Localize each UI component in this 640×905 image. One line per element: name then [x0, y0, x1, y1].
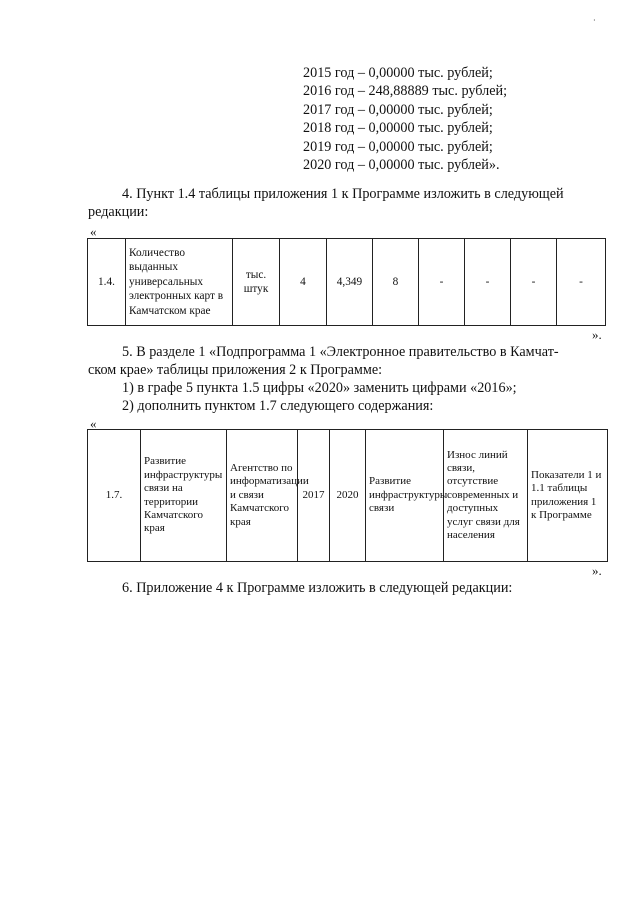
- cell-unit: тыс. штук: [233, 239, 280, 326]
- opening-quote: «: [90, 224, 97, 239]
- cell-value: -: [511, 239, 557, 326]
- paragraph-6: 6. Приложение 4 к Программе изложить в следующей редакции:: [122, 580, 513, 596]
- closing-quote: ».: [592, 327, 602, 342]
- year-line: 2015 год – 0,00000 тыс. рублей;: [303, 65, 493, 81]
- paragraph-4-line2: редакции:: [88, 204, 149, 220]
- paragraph-4-line1: 4. Пункт 1.4 таблицы приложения 1 к Программе изложить в следующей: [122, 186, 564, 202]
- cell-indicators: Показатели 1 и 1.1 таблицы приложения 1 к Программе: [528, 430, 608, 562]
- paragraph-5-item1: 1) в графе 5 пункта 1.5 цифры «2020» заменить цифрами «2016»;: [122, 380, 517, 396]
- yearly-funding-list: [303, 64, 507, 174]
- table-row: [88, 239, 606, 326]
- cell-value: 4,349: [327, 239, 373, 326]
- cell-value: -: [557, 239, 606, 326]
- cell-number: 1.7.: [88, 430, 141, 562]
- closing-quote: ».: [592, 563, 602, 578]
- year-line: 2019 год – 0,00000 тыс. рублей;: [303, 138, 493, 155]
- corner-mark: ·: [593, 16, 596, 25]
- table-item-1-4: [87, 238, 606, 326]
- paragraph-5-item2: 2) дополнить пунктом 1.7 следующего содержания:: [122, 398, 434, 414]
- cell-number: 1.4.: [88, 239, 126, 326]
- paragraph-5-line2: ском крае» таблицы приложения 2 к Программе:: [88, 362, 383, 378]
- cell-value: -: [465, 239, 511, 326]
- cell-measure-name: Развитие инфраструктуры связи на территории Камчатского края: [141, 430, 227, 562]
- year-line: 2017 год – 0,00000 тыс. рублей;: [303, 101, 493, 118]
- year-line: 2020 год – 0,00000 тыс. рублей».: [303, 157, 500, 174]
- year-line: 2016 год – 248,88889 тыс. рублей;: [303, 83, 508, 100]
- cell-consequences: Износ линий связи, отсутствие современных и доступных услуг связи для населения: [444, 430, 528, 562]
- cell-end-year: 2020: [330, 430, 366, 562]
- table-item-1-7: [87, 429, 608, 562]
- cell-expected-result: Развитие инфраструктуры связи: [366, 430, 444, 562]
- cell-value: -: [419, 239, 465, 326]
- cell-value: 8: [373, 239, 419, 326]
- table-row: [88, 430, 608, 562]
- opening-quote: «: [90, 416, 97, 431]
- cell-value: 4: [280, 239, 327, 326]
- cell-indicator-name: Количество выданных универсальных электронных карт в Камчатском крае: [126, 239, 233, 326]
- cell-start-year: 2017: [298, 430, 330, 562]
- cell-agency: Агентство по информатизации и связи Камчатского края: [227, 430, 298, 562]
- paragraph-5-line1: 5. В разделе 1 «Подпрограмма 1 «Электронное правительство в Камчат-: [122, 344, 559, 360]
- year-line: 2018 год – 0,00000 тыс. рублей;: [303, 120, 493, 137]
